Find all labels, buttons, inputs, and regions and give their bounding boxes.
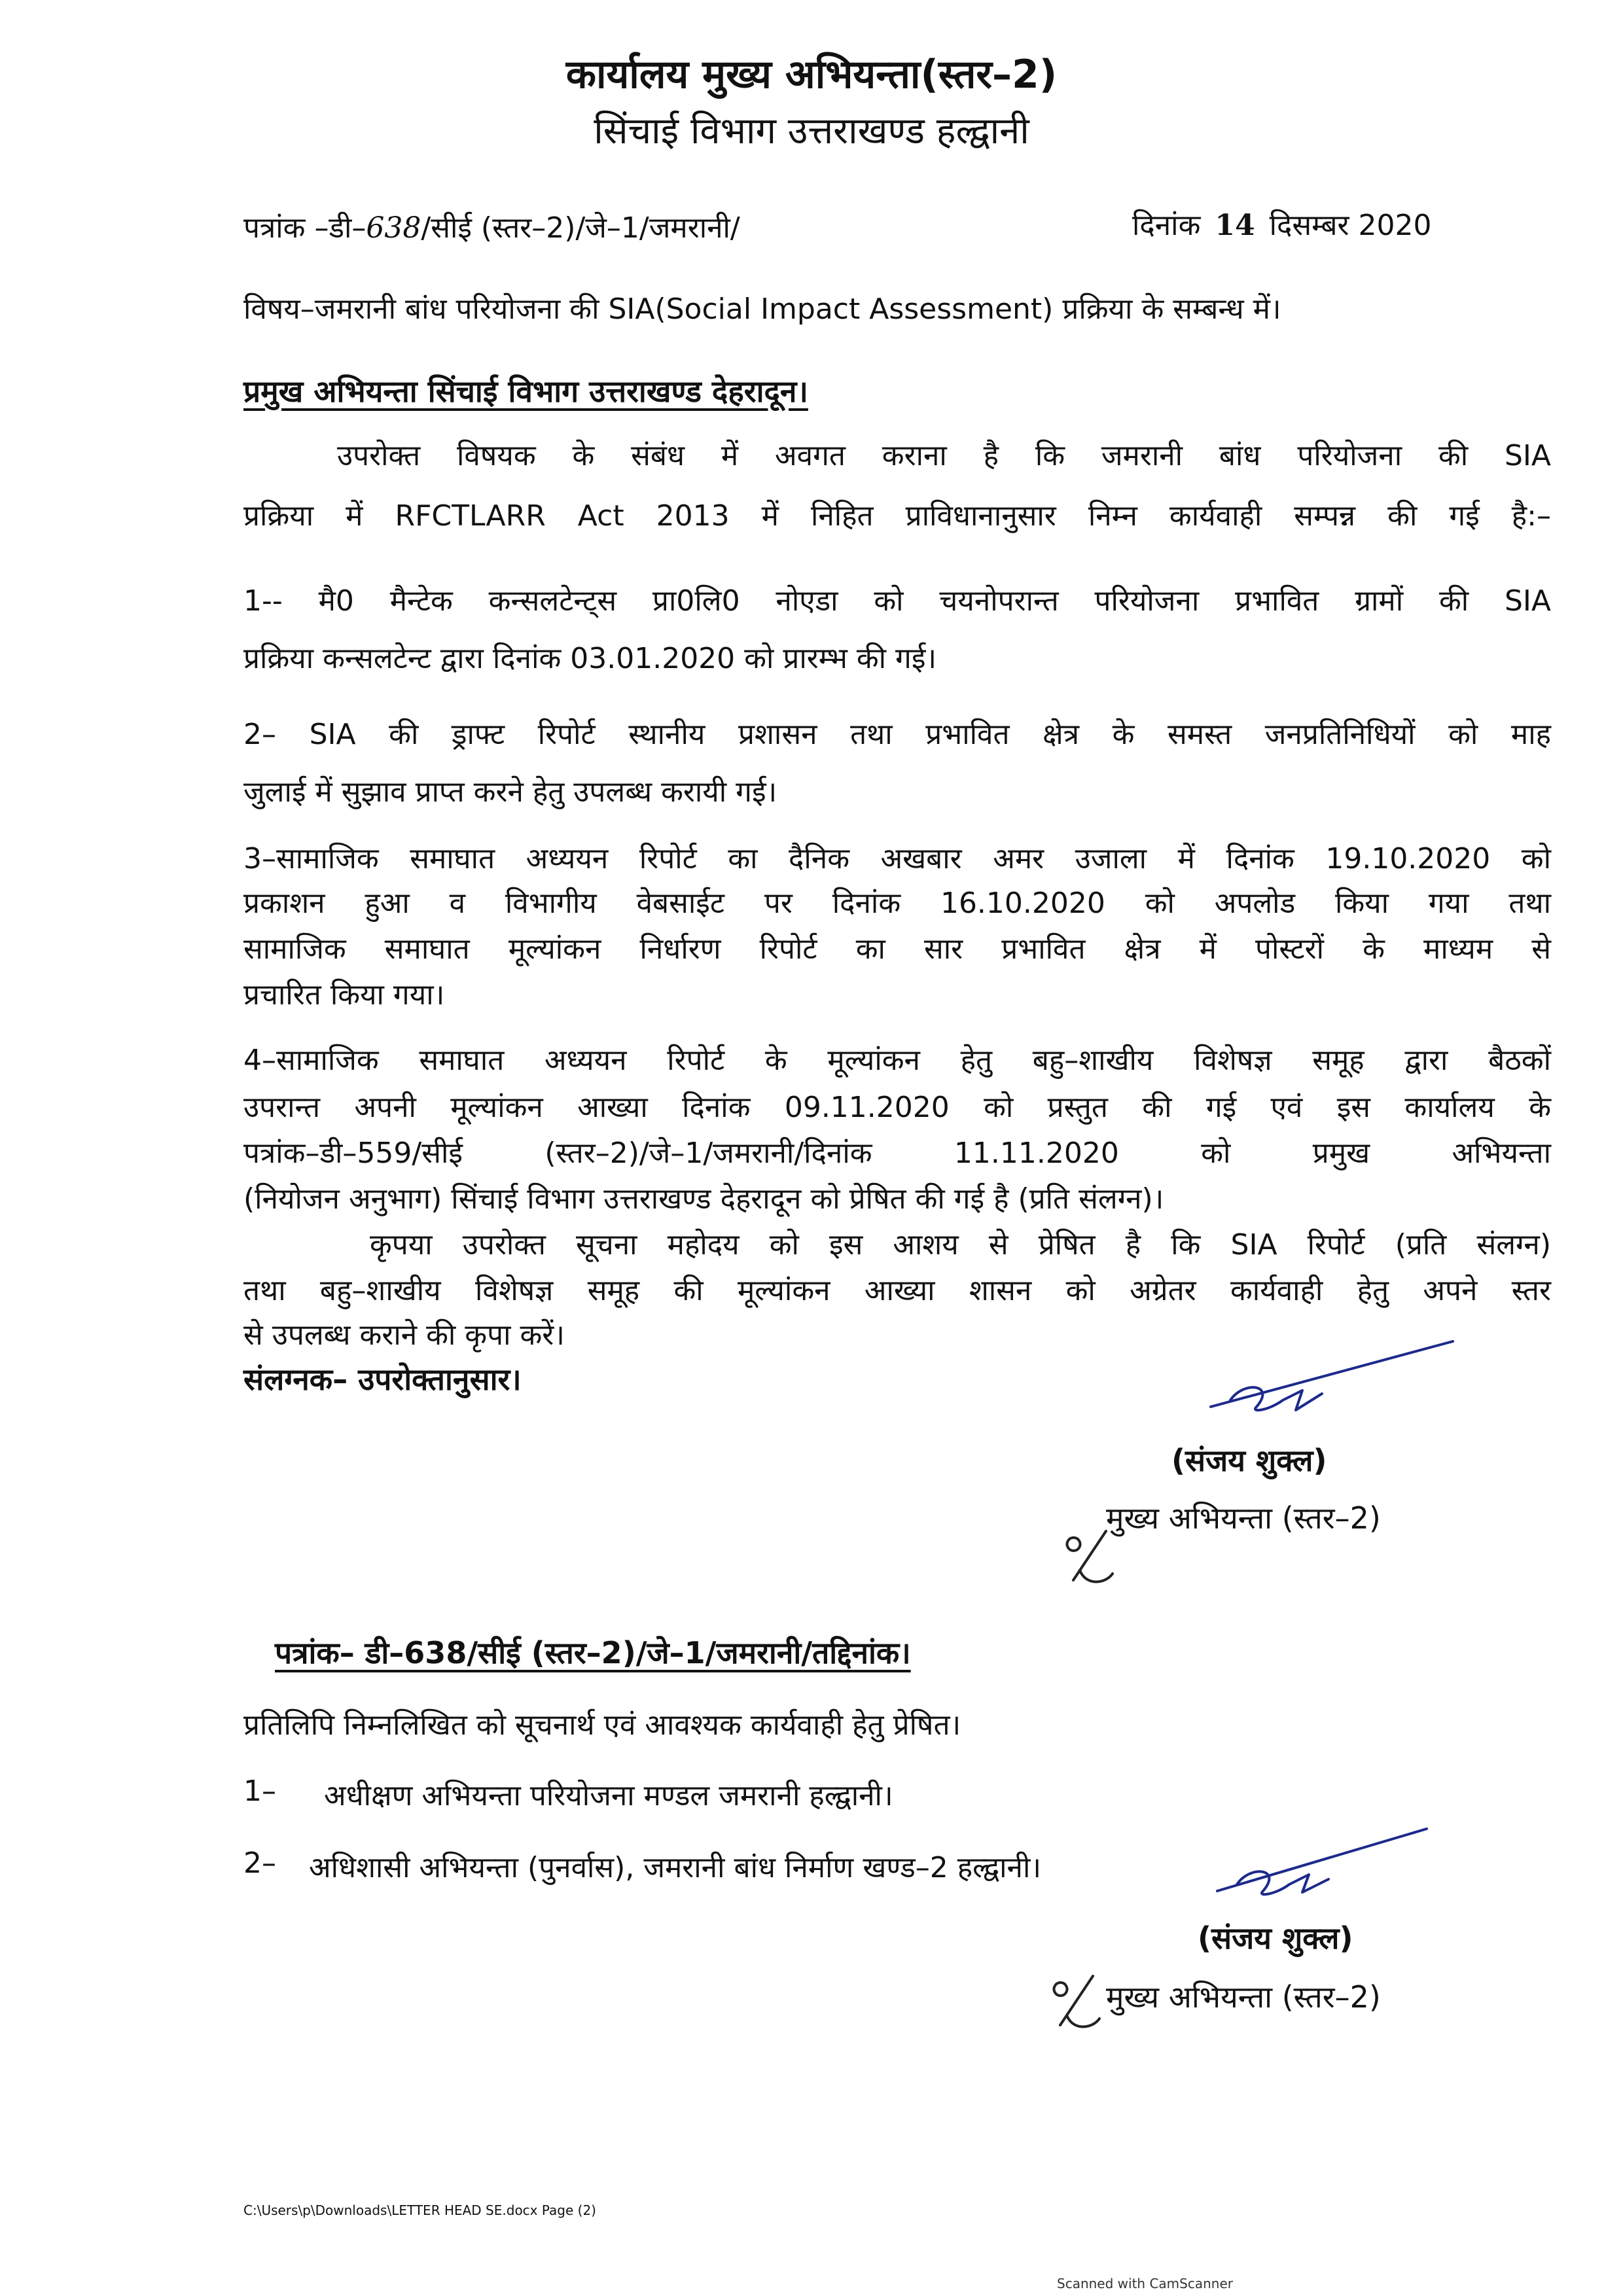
intro-line-2: प्रक्रिया में RFCTLARR Act 2013 में निहित प्राविधानानुसार निम्न कार्यवाही सम्पन्न की गई है:–: [243, 499, 1551, 533]
signature-2-scribble: [1204, 1819, 1440, 1898]
copy-item-2-text: अधिशासी अभियन्ता (पुनर्वास), जमरानी बांध निर्माण खण्ड–2 हल्द्वानी।: [309, 1851, 1042, 1884]
point-4-line-1: 4–सामाजिक समाघात अध्ययन रिपोर्ट के मूल्यांकन हेतु बहु–शाखीय विशेषज्ञ समूह द्वारा बैठकों: [243, 1044, 1551, 1077]
intro-line-1: उपरोक्त विषयक के संबंध में अवगत कराना है कि जमरानी बांध परियोजना की SIA: [337, 439, 1551, 472]
date-month-year: दिसम्बर 2020: [1269, 209, 1432, 242]
signature-1-designation: मुख्य अभियन्ता (स्तर–2): [1106, 1500, 1381, 1536]
department-name: सिंचाई विभाग उत्तराखण्ड हल्द्वानी: [594, 110, 1029, 152]
point-3-line-2: प्रकाशन हुआ व विभागीय वेबसाईट पर दिनांक 16.10.2020 को अपलोड किया गया तथा: [243, 887, 1551, 920]
reference-handwritten-number: 638: [366, 211, 421, 245]
point-4-line-2: उपरान्त अपनी मूल्यांकन आख्या दिनांक 09.11.2020 को प्रस्तुत की गई एवं इस कार्यालय के: [243, 1091, 1551, 1124]
copy-item-1-text: अधीक्षण अभियन्ता परियोजना मण्डल जमरानी हल्द्वानी।: [324, 1779, 893, 1812]
point-1-line-1: 1-- मै0 मैन्टेक कन्सलटेन्ट्स प्रा0लि0 नोएडा को चयनोपरान्त परियोजना प्रभावित ग्रामों की SIA: [243, 584, 1551, 618]
point-3-line-1: 3–सामाजिक समाघात अध्ययन रिपोर्ट का दैनिक अखबार अमर उजाला में दिनांक 19.10.2020 को: [243, 842, 1551, 875]
point-3-line-4: प्रचारित किया गया।: [243, 978, 445, 1012]
date-handwritten-day: 14: [1215, 209, 1255, 242]
enclosure-note: संलग्नक– उपरोक्तानुसार।: [243, 1362, 522, 1397]
point-4-line-3: पत्रांक–डी–559/सीई (स्तर–2)/जे–1/जमरानी/दिनांक 11.11.2020 को प्रमुख अभियन्ता: [243, 1137, 1551, 1170]
office-title: कार्यालय मुख्य अभियन्ता(स्तर–2): [565, 52, 1058, 97]
scanner-watermark: Scanned with CamScanner: [1057, 2276, 1233, 2291]
point-1-line-2: प्रक्रिया कन्सलटेन्ट द्वारा दिनांक 03.01.2020 को प्रारम्भ की गई।: [243, 642, 937, 675]
request-line-3: से उपलब्ध कराने की कृपा करें।: [243, 1318, 565, 1352]
signature-2-name: (संजय शुक्ल): [1198, 1920, 1353, 1956]
reference-suffix: /सीई (स्तर–2)/जे–1/जमरानी/: [421, 211, 740, 245]
point-3-line-3: सामाजिक समाघात मूल्यांकन निर्धारण रिपोर्ट का सार प्रभावित क्षेत्र में पोस्टरों के माध्यम से: [243, 932, 1551, 966]
subject-line: विषय–जमरानी बांध परियोजना की SIA(Social Impact Assessment) प्रक्रिया के सम्बन्ध में।: [243, 292, 1281, 326]
signature-1-name: (संजय शुक्ल): [1171, 1443, 1327, 1478]
point-2-line-2: जुलाई में सुझाव प्राप्त करने हेतु उपलब्ध करायी गई।: [243, 775, 777, 809]
copy-reference: पत्रांक– डी–638/सीई (स्तर–2)/जे–1/जमरानी/तद्दिनांक।: [275, 1635, 911, 1670]
copy-item-1-number: 1–: [243, 1775, 276, 1808]
footer-file-path: C:\Users\p\Downloads\LETTER HEAD SE.docx Page (2): [243, 2202, 596, 2218]
date-label: दिनांक: [1132, 209, 1201, 242]
reference-number: [243, 207, 740, 246]
copy-item-2-number: 2–: [243, 1846, 276, 1880]
addressee: प्रमुख अभियन्ता सिंचाई विभाग उत्तराखण्ड देहरादून।: [243, 374, 808, 409]
request-line-1: कृपया उपरोक्त सूचना महोदय को इस आशय से प्रेषित है कि SIA रिपोर्ट (प्रति संलग्न): [370, 1228, 1551, 1262]
point-4-line-4: (नियोजन अनुभाग) सिंचाई विभाग उत्तराखण्ड देहरादून को प्रेषित की गई है (प्रति संलग्न)।: [243, 1182, 1164, 1216]
signature-1-initial-mark: [1060, 1518, 1126, 1590]
request-line-2: तथा बहु–शाखीय विशेषज्ञ समूह की मूल्यांकन आख्या शासन को अग्रेतर कार्यवाही हेतु अपने स्तर: [243, 1274, 1551, 1307]
reference-prefix: पत्रांक –डी–: [243, 211, 366, 245]
signature-2-designation: मुख्य अभियन्ता (स्तर–2): [1106, 1979, 1381, 2015]
signature-2-initial-mark: [1047, 1963, 1113, 2035]
point-2-line-1: 2– SIA की ड्राफ्ट रिपोर्ट स्थानीय प्रशासन तथा प्रभावित क्षेत्र के समस्त जनप्रतिनिधियों को माह: [243, 718, 1551, 751]
signature-1-scribble: [1191, 1328, 1466, 1420]
reference-date: [1132, 204, 1432, 243]
copy-intro: प्रतिलिपि निम्नलिखित को सूचनार्थ एवं आवश्यक कार्यवाही हेतु प्रेषित।: [243, 1708, 961, 1742]
